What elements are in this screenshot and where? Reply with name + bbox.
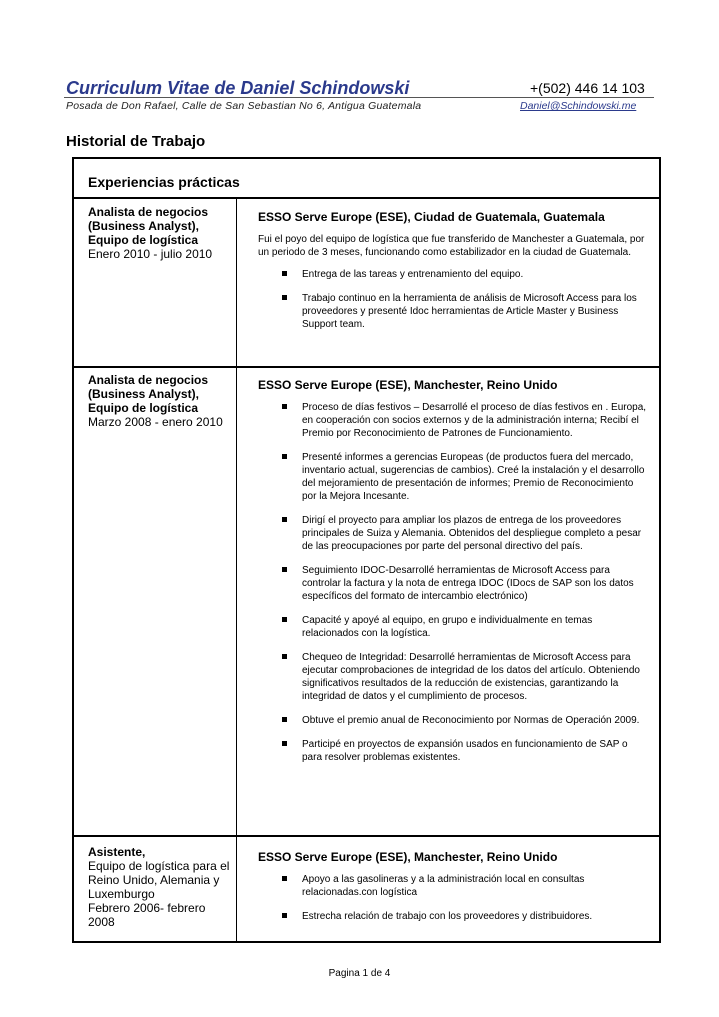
job-team: Equipo de logística para el Reino Unido, Alemania y Luxemburgo <box>88 859 230 901</box>
list-item: Apoyo a las gasolineras y a la administración local en consultas relacionadas.con logística <box>258 873 648 899</box>
list-item: Proceso de días festivos – Desarrollé el proceso de días festivos en . Europa, en cooperación con socios externos y de la administración interna; Recibí el Premio por Reconocimiento de Patrones de Funcionamiento. <box>258 401 648 440</box>
company-name: ESSO Serve Europe (ESE), Manchester, Reino Unido <box>258 378 558 392</box>
email-link[interactable]: Daniel@Schindowski.me <box>520 100 637 112</box>
job-team: Equipo de logística <box>88 233 199 247</box>
job-details <box>258 205 648 342</box>
address: Posada de Don Rafael, Calle de San Sebastian No 6, Antigua Guatemala <box>66 100 422 112</box>
job-role: Analista de negocios <box>88 373 209 387</box>
column-divider <box>236 199 237 941</box>
experience-table <box>72 157 661 943</box>
row-divider <box>74 366 659 368</box>
job-bullets <box>258 873 648 923</box>
table-divider <box>74 197 659 199</box>
cv-title: Curriculum Vitae de Daniel Schindowski <box>66 78 410 98</box>
job-title-block <box>88 845 230 929</box>
job-bullets <box>258 268 648 331</box>
page-number: Pagina 1 de 4 <box>328 968 391 979</box>
table-sub-heading: Experiencias prácticas <box>88 174 240 190</box>
job-intro: Fui el poyo del equipo de logística que fue transferido de Manchester a Guatemala, por un periodo de 3 meses, funcionando como estabilizador en la ciudad de Guatemala. <box>258 234 645 258</box>
list-item: Presenté informes a gerencias Europeas (de productos fuera del mercado, inventario actual, sugerencias de cambios). Creé la instalación y el desarrollo del mejoramiento de presentación de informes; Premio de Reconocimiento por la Mejora Incesante. <box>258 451 648 503</box>
list-item: Capacité y apoyé al equipo, en grupo e individualmente en temas relacionados con la logística. <box>258 614 648 640</box>
job-dates: Marzo 2008 - enero 2010 <box>88 415 223 429</box>
list-item: Dirigí el proyecto para ampliar los plazos de entrega de los proveedores principales de Suiza y Alemania. Obtenidos del despliegue completo a pesar de las preocupaciones por parte del personal directivo del país. <box>258 514 648 553</box>
header-rule <box>64 97 654 98</box>
job-title-block <box>88 205 230 261</box>
job-role-en: (Business Analyst), <box>88 387 199 401</box>
job-title-block <box>88 373 230 429</box>
job-details <box>258 373 648 775</box>
job-role: Asistente, <box>88 845 146 859</box>
job-role-en: (Business Analyst), <box>88 219 199 233</box>
list-item: Obtuve el premio anual de Reconocimiento por Normas de Operación 2009. <box>258 714 648 727</box>
list-item: Trabajo continuo en la herramienta de análisis de Microsoft Access para los proveedores y presenté Idoc herramientas de Article Master y Business Support team. <box>258 292 648 331</box>
job-dates: Enero 2010 - julio 2010 <box>88 247 213 261</box>
company-name: ESSO Serve Europe (ESE), Manchester, Reino Unido <box>258 850 558 864</box>
job-team: Equipo de logística <box>88 401 199 415</box>
job-bullets <box>258 401 648 764</box>
job-dates: Febrero 2006- febrero 2008 <box>88 901 206 929</box>
list-item: Estrecha relación de trabajo con los proveedores y distribuidores. <box>258 910 648 923</box>
list-item: Participé en proyectos de expansión usados en funcionamiento de SAP o para resolver problemas existentes. <box>258 738 648 764</box>
list-item: Seguimiento IDOC-Desarrollé herramientas de Microsoft Access para controlar la factura y la nota de entrega IDOC (IDocs de SAP son los datos específicos del formato de intercambio electrónico) <box>258 564 648 603</box>
company-name: ESSO Serve Europe (ESE), Ciudad de Guatemala, Guatemala <box>258 210 605 224</box>
job-details <box>258 845 648 934</box>
section-title: Historial de Trabajo <box>66 133 206 150</box>
list-item: Entrega de las tareas y entrenamiento del equipo. <box>258 268 648 281</box>
job-role: Analista de negocios <box>88 205 209 219</box>
phone-number: +(502) 446 14 103 <box>530 80 645 96</box>
list-item: Chequeo de Integridad: Desarrollé herramientas de Microsoft Access para ejecutar comprobaciones de integridad de los datos del artículo. Obteniendo significativos resultados de la reducción de existencias, garantizando la integridad de datos y el cumplimiento de procesos. <box>258 651 648 703</box>
row-divider <box>74 835 659 837</box>
